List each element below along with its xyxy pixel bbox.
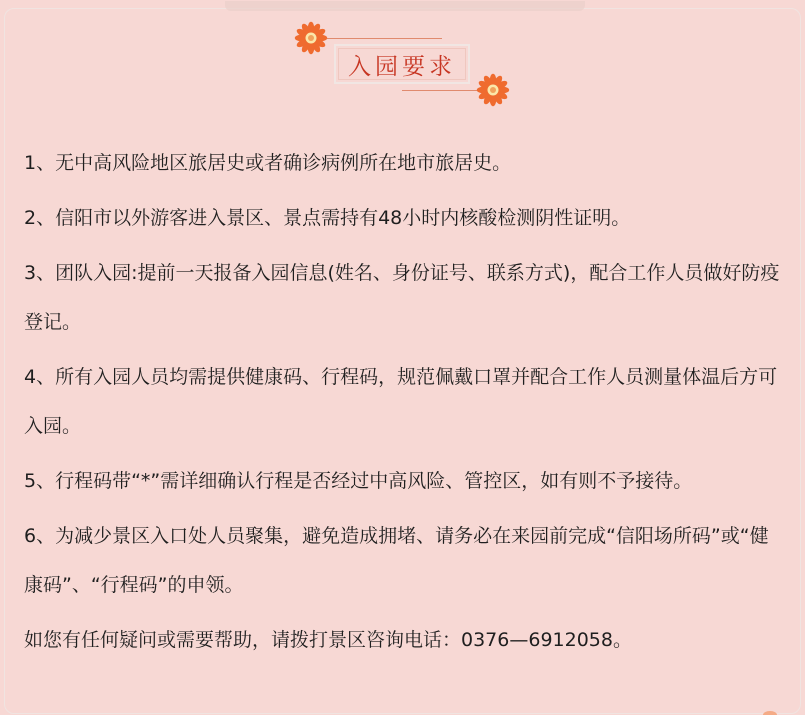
requirement-item-2: 2、信阳市以外游客进入景区、景点需持有48小时内核酸检测阴性证明。 — [24, 207, 631, 229]
top-decoration-strip — [225, 1, 585, 11]
title-top-line — [327, 38, 442, 39]
title-bottom-line — [402, 90, 478, 91]
requirement-item-1: 1、无中高风险地区旅居史或者确诊病例所在地市旅居史。 — [24, 152, 512, 174]
page-title: 入园要求 — [338, 48, 466, 80]
requirement-item-4: 4、所有入园人员均需提供健康码、行程码，规范佩戴口罩并配合工作人员测量体温后方可入园。 — [24, 366, 778, 437]
title-box — [334, 44, 470, 84]
requirement-item-3: 3、团队入园:提前一天报备入园信息(姓名、身份证号、联系方式)，配合工作人员做好防疫登记。 — [24, 262, 780, 333]
flower-icon — [294, 21, 328, 55]
requirement-item-6: 6、为减少景区入口处人员聚集，避免造成拥堵、请务必在来园前完成“信阳场所码”或“健康码”、“行程码”的申领。 — [24, 525, 769, 596]
corner-decoration — [763, 711, 777, 715]
requirement-item-5: 5、行程码带“*”需详细确认行程是否经过中高风险、管控区，如有则不予接待。 — [24, 470, 693, 492]
flower-icon — [476, 73, 510, 107]
contact-info: 如您有任何疑问或需要帮助，请拨打景区咨询电话：0376—6912058。 — [24, 629, 632, 651]
requirements-list — [24, 139, 782, 665]
